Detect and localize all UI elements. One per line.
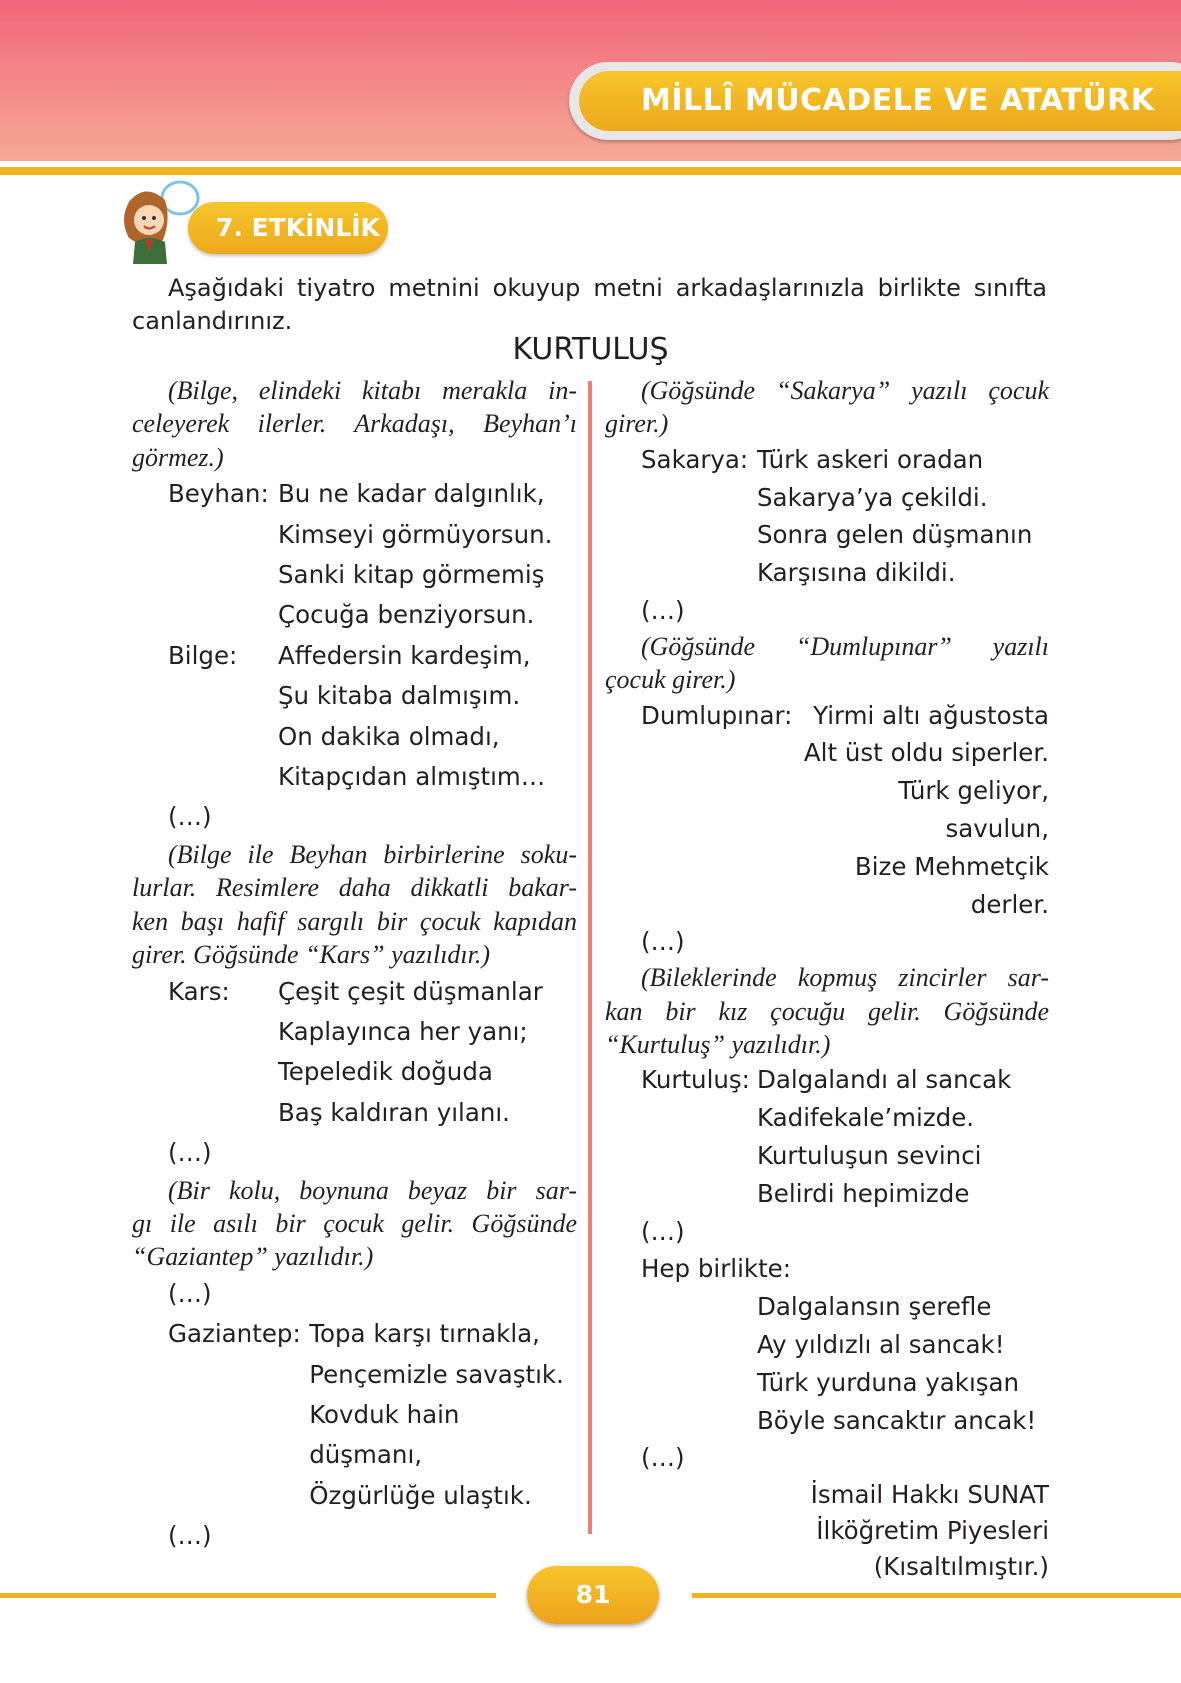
- stage-direction: [605, 961, 1049, 1061]
- stage-direction: [605, 630, 1049, 697]
- right-column: [605, 374, 1049, 1585]
- stage-direction-line: girer. Göğsünde “Kars” yazılıdır.): [132, 940, 491, 970]
- footer-line-left: [0, 1593, 496, 1598]
- verse-line: Kovduk hain düşmanı,: [309, 1399, 460, 1470]
- plain-line: (…): [641, 1443, 685, 1473]
- speech-block: [132, 636, 577, 798]
- verse-line: Sakarya’ya çekildi.: [757, 482, 988, 512]
- verse-lines: [757, 441, 1032, 592]
- speech-block: [605, 441, 1049, 592]
- left-column: [132, 374, 577, 1557]
- verse-line: Kurtuluşun sevinci: [757, 1141, 982, 1170]
- stage-direction-line: gı ile asılı bir çocuk gelir. Göğsünde: [132, 1208, 577, 1238]
- activity-label: 7. ETKİNLİK: [216, 213, 380, 242]
- plain-line: Hep birlikte:: [641, 1254, 792, 1284]
- stage-direction-line: girer.): [605, 409, 669, 439]
- speech-block: [132, 1314, 577, 1516]
- stage-direction: [132, 838, 577, 972]
- verse-line: Topa karşı tırnakla,: [309, 1319, 540, 1349]
- credit-line: İlköğretim Piyesleri: [816, 1515, 1049, 1545]
- speaker-name: Kars:: [168, 976, 230, 1006]
- plain-line: (…): [168, 802, 212, 832]
- stage-direction: [132, 1174, 577, 1274]
- verse-line: Kaplayınca her yanı;: [278, 1016, 528, 1046]
- verse-line: Karşısına dikildi.: [757, 558, 956, 588]
- speech-block: [132, 972, 577, 1134]
- stage-direction-line: (Bilge, elindeki kitabı merakla in-: [168, 376, 577, 405]
- speech-block: [605, 697, 1049, 924]
- stage-direction-line: (Bileklerinde kopmuş zincirler sar-: [641, 963, 1049, 993]
- verse-line: Şu kitaba dalmışım.: [278, 681, 521, 711]
- verse-lines: [792, 697, 1049, 924]
- verse-line: Kimseyi görmüyorsun.: [278, 519, 553, 549]
- stage-direction-line: ken başı hafif sargılı bir çocuk kapıdan: [132, 906, 577, 936]
- verse-line: Yirmi altı ağustosta: [813, 700, 1049, 730]
- plain-line: (…): [168, 1278, 212, 1308]
- plain-line: (…): [641, 1216, 685, 1246]
- speaker-name: Beyhan:: [168, 479, 269, 509]
- verse-line: Baş kaldıran yılanı.: [278, 1097, 510, 1127]
- verse-line: Dalgalandı al sancak: [757, 1065, 1012, 1095]
- verse-lines: [757, 1061, 1011, 1212]
- verse-line: Tepeledik doğuda: [278, 1057, 493, 1087]
- verse-line: Sonra gelen düşmanın: [757, 520, 1033, 550]
- stage-direction-line: (Bir kolu, boynuna beyaz bir sar-: [168, 1175, 577, 1205]
- verse-line: Alt üst oldu siperler.: [803, 738, 1049, 768]
- stage-direction-line: kan bir kız çocuğu gelir. Göğsünde: [605, 996, 1049, 1026]
- source-credit: [605, 1477, 1049, 1584]
- verse-line: Affedersin kardeşim,: [278, 640, 531, 670]
- verse-line: Kadifekale’mizde.: [757, 1103, 975, 1133]
- verse-line: On dakika olmadı,: [278, 721, 500, 751]
- verse-line: Belirdi hepimizde: [757, 1178, 970, 1208]
- verse-line: Dalgalansın şerefle: [757, 1292, 992, 1322]
- play-title: KURTULUŞ: [512, 332, 669, 367]
- verse-line: Bu ne kadar dalgınlık,: [278, 479, 545, 509]
- stage-direction: [605, 374, 1049, 441]
- verse-line: Bize Mehmetçik derler.: [854, 851, 1049, 919]
- stage-direction-line: çocuk girer.): [605, 665, 736, 695]
- activity-badge: [188, 202, 388, 254]
- verse-line: Böyle sancaktır ancak!: [757, 1405, 1037, 1435]
- stage-direction-line: “Kurtuluş” yazılıdır.): [605, 1030, 831, 1059]
- stage-direction-line: “Gaziantep” yazılıdır.): [132, 1242, 374, 1272]
- unit-title: MİLLÎ MÜCADELE VE ATATÜRK: [641, 83, 1155, 118]
- verse-line: Çocuğa benziyorsun.: [278, 600, 535, 630]
- stage-direction-line: görmez.): [132, 442, 224, 472]
- verse-line: Özgürlüğe ulaştık.: [309, 1480, 532, 1510]
- speech-block: [605, 1061, 1049, 1212]
- girl-with-speech-bubble-icon: [115, 180, 205, 266]
- plain-line: (…): [641, 927, 685, 957]
- plain-line: (…): [168, 1138, 212, 1168]
- verse-line: Türk geliyor, savulun,: [898, 776, 1049, 843]
- stage-direction-line: (Göğsünde “Dumlupınar” yazılı: [641, 631, 1049, 661]
- verse-line: Türk yurduna yakışan: [757, 1367, 1020, 1397]
- stage-direction-line: celeyerek ilerler. Arkadaşı, Beyhan’ı: [132, 409, 577, 439]
- instruction-text: Aşağıdaki tiyatro metnini okuyup metni arkadaşlarınızla birlikte sınıfta canlandırınız.: [132, 274, 1047, 335]
- speaker-name: Kurtuluş:: [641, 1065, 750, 1095]
- stage-direction-line: lurlar. Resimlere daha dikkatli bakar-: [132, 873, 577, 903]
- credit-line: İsmail Hakkı SUNAT: [810, 1480, 1049, 1510]
- speech-block: [132, 474, 577, 636]
- credit-line: (Kısaltılmıştır.): [873, 1551, 1049, 1581]
- stage-direction-line: (Bilge ile Beyhan birbirlerine soku-: [168, 839, 577, 869]
- speaker-name: Gaziantep:: [168, 1319, 301, 1349]
- speaker-name: Bilge:: [168, 640, 238, 670]
- header-gold-stripe: [0, 167, 1181, 175]
- stage-direction-line: (Göğsünde “Sakarya” yazılı çocuk: [641, 376, 1049, 405]
- column-divider: [588, 381, 592, 1534]
- speaker-name: Dumlupınar:: [641, 700, 793, 730]
- verse-lines: [278, 972, 543, 1134]
- verse-line: Pençemizle savaştık.: [309, 1359, 564, 1389]
- verse-line: Kitapçıdan almıştım…: [278, 762, 546, 792]
- unit-title-badge: [569, 62, 1181, 140]
- speaker-name: Sakarya:: [641, 444, 749, 474]
- speech-block: [605, 1288, 1049, 1439]
- verse-lines: [278, 474, 552, 636]
- footer-line-right: [692, 1593, 1181, 1598]
- verse-lines: [309, 1314, 577, 1516]
- verse-line: Sanki kitap görmemiş: [278, 560, 545, 590]
- plain-line: (…): [168, 1521, 212, 1551]
- plain-line: (…): [641, 596, 685, 625]
- verse-lines: [757, 1288, 1036, 1439]
- verse-line: Ay yıldızlı al sancak!: [757, 1329, 1005, 1359]
- verse-line: Türk askeri oradan: [757, 444, 984, 474]
- verse-lines: [278, 636, 545, 798]
- verse-line: Çeşit çeşit düşmanlar: [278, 976, 543, 1006]
- stage-direction: [132, 374, 577, 474]
- page-number: 81: [527, 1566, 659, 1624]
- speaker-name: [641, 1288, 757, 1439]
